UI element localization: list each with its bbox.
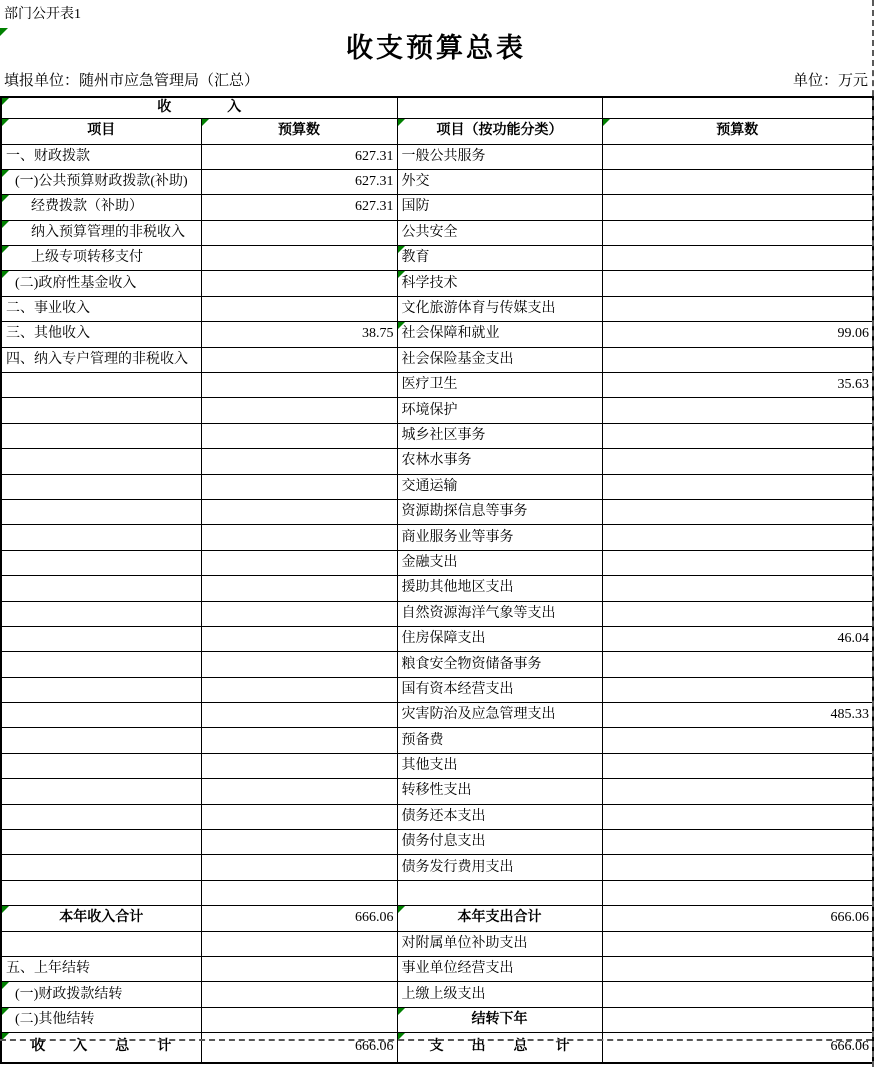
- table-row: [1, 1007, 873, 1032]
- item-cell-left[interactable]: [1, 449, 201, 474]
- table-row: [1, 931, 873, 956]
- table-row: [1, 271, 873, 296]
- item-cell-left[interactable]: [1, 423, 201, 448]
- table-row: [1, 423, 873, 448]
- value-cell-right[interactable]: [602, 246, 873, 271]
- item-cell-right[interactable]: [397, 322, 602, 347]
- item-cell-left[interactable]: [1, 626, 201, 651]
- value-cell-left[interactable]: [201, 601, 397, 626]
- item-cell-left[interactable]: [1, 1033, 201, 1063]
- item-cell-left[interactable]: [1, 474, 201, 499]
- income-group-header-label: 收 入: [157, 99, 242, 115]
- value-cell-right[interactable]: [602, 144, 873, 169]
- item-cell-right[interactable]: [397, 246, 602, 271]
- item-cell-right[interactable]: [397, 423, 602, 448]
- value-cell-left[interactable]: [201, 779, 397, 804]
- item-cell-left[interactable]: [1, 271, 201, 296]
- item-cell-left[interactable]: [1, 931, 201, 956]
- item-cell-left[interactable]: [1, 804, 201, 829]
- cell-text: 国有资本经营支出: [401, 681, 514, 697]
- cell-text: 援助其他地区支出: [401, 580, 514, 596]
- error-indicator-icon: [2, 1008, 9, 1015]
- table-row: [1, 169, 873, 194]
- item-cell-right[interactable]: [397, 550, 602, 575]
- value-cell-right[interactable]: [602, 652, 873, 677]
- table-row: [1, 652, 873, 677]
- item-cell-right[interactable]: [397, 373, 602, 398]
- table-row: [1, 525, 873, 550]
- value-cell-left[interactable]: [201, 550, 397, 575]
- item-cell-left[interactable]: [1, 855, 201, 880]
- item-cell-left[interactable]: [1, 880, 201, 905]
- item-cell-right[interactable]: [397, 499, 602, 524]
- page-title[interactable]: 收支预算总表: [346, 33, 526, 63]
- item-cell-left[interactable]: [1, 398, 201, 423]
- error-indicator-icon: [398, 1008, 405, 1015]
- value-cell-right[interactable]: [602, 525, 873, 550]
- value-cell-left[interactable]: [201, 753, 397, 778]
- item-cell-left[interactable]: [1, 652, 201, 677]
- cell-text: 本年支出合计: [457, 910, 542, 926]
- table-row: [1, 906, 873, 931]
- item-cell-right[interactable]: [397, 677, 602, 702]
- cell-text: 金融支出: [401, 554, 458, 570]
- item-cell-left[interactable]: [1, 169, 201, 194]
- value-cell-right[interactable]: [602, 1007, 873, 1032]
- value-cell-left[interactable]: [201, 474, 397, 499]
- sheet-label[interactable]: 部门公开表1: [4, 7, 81, 22]
- cell-text: 三、其他收入: [6, 326, 90, 342]
- income-group-header-cell[interactable]: [1, 97, 397, 118]
- value-cell-left[interactable]: [201, 728, 397, 753]
- item-cell-left[interactable]: [1, 703, 201, 728]
- page-break-line-vertical: [872, 0, 874, 1067]
- item-cell-left[interactable]: [1, 373, 201, 398]
- table-row: [1, 296, 873, 321]
- table-row: [1, 576, 873, 601]
- col-header-budget-right[interactable]: [602, 118, 873, 144]
- value-cell-right[interactable]: [602, 880, 873, 905]
- item-cell-right[interactable]: [397, 271, 602, 296]
- error-indicator-icon: [398, 246, 405, 253]
- page-break-line-horizontal: [0, 1039, 872, 1041]
- cell-text: 国防: [401, 199, 430, 215]
- value-cell-right[interactable]: 35.63: [602, 373, 873, 398]
- item-cell-left[interactable]: [1, 195, 201, 220]
- cell-text: 结转下年: [471, 1011, 528, 1027]
- item-cell-right[interactable]: [397, 982, 602, 1007]
- value-cell-right[interactable]: 485.33: [602, 703, 873, 728]
- item-cell-right[interactable]: [397, 525, 602, 550]
- value-cell-right[interactable]: [602, 601, 873, 626]
- unit-note-label[interactable]: 单位：万元: [792, 73, 868, 89]
- value-cell-right[interactable]: [602, 499, 873, 524]
- col-header-label: 预算数: [716, 123, 759, 138]
- value-cell-left[interactable]: [201, 855, 397, 880]
- item-cell-left[interactable]: [1, 499, 201, 524]
- cell-text: 本年收入合计: [59, 910, 144, 926]
- table-row: [1, 830, 873, 855]
- value-cell-left[interactable]: [201, 296, 397, 321]
- item-cell-right[interactable]: [397, 855, 602, 880]
- cell-text: 科学技术: [401, 275, 458, 291]
- table-row: [1, 398, 873, 423]
- value-cell-left[interactable]: [201, 830, 397, 855]
- item-cell-left[interactable]: [1, 779, 201, 804]
- value-cell-left[interactable]: 38.75: [201, 322, 397, 347]
- cell-text: (二)其他结转: [15, 1011, 95, 1027]
- value-cell-left[interactable]: [201, 982, 397, 1007]
- table-row: [1, 550, 873, 575]
- cell-text: 自然资源海洋气象等支出: [401, 605, 556, 621]
- table-row: [1, 322, 873, 347]
- cell-text: 交通运输: [401, 478, 458, 494]
- table-row: [1, 728, 873, 753]
- error-indicator-icon: [2, 98, 9, 105]
- table-row: [1, 1033, 873, 1063]
- cell-text: 住房保障支出: [401, 631, 486, 647]
- col-header-label: 项目（按功能分类）: [436, 123, 563, 138]
- budget-table-head: [1, 97, 873, 144]
- value-cell-right[interactable]: [602, 931, 873, 956]
- cell-text: 五、上年结转: [6, 961, 90, 977]
- cell-text: 社会保障和就业: [401, 326, 500, 342]
- error-indicator-icon: [2, 170, 9, 177]
- budget-table-body: [1, 144, 873, 1063]
- item-cell-right[interactable]: [397, 804, 602, 829]
- cell-text: 社会保险基金支出: [401, 351, 514, 367]
- table-row: [1, 347, 873, 372]
- value-cell-left[interactable]: [201, 677, 397, 702]
- table-row: [1, 855, 873, 880]
- item-cell-left[interactable]: [1, 220, 201, 245]
- item-cell-right[interactable]: [397, 703, 602, 728]
- table-row: [1, 779, 873, 804]
- error-indicator-icon: [398, 906, 405, 913]
- column-header-row: [1, 118, 873, 144]
- item-cell-right[interactable]: [397, 957, 602, 982]
- item-cell-left[interactable]: [1, 296, 201, 321]
- error-indicator-icon: [2, 246, 9, 253]
- cell-text: (一)公共预算财政拨款(补助): [15, 174, 188, 190]
- item-cell-right[interactable]: [397, 830, 602, 855]
- error-indicator-icon: [2, 982, 9, 989]
- error-indicator-icon: [2, 271, 9, 278]
- value-cell-right[interactable]: [602, 449, 873, 474]
- cell-text: 收 入 总 计: [31, 1039, 172, 1055]
- item-cell-right[interactable]: [397, 296, 602, 321]
- group-header-row: [1, 97, 873, 118]
- table-row: [1, 144, 873, 169]
- col-header-label: 项目: [87, 123, 116, 138]
- cell-text: 债务付息支出: [401, 834, 486, 850]
- cell-text: 一、财政拨款: [6, 148, 90, 164]
- cell-text: 医疗卫生: [401, 377, 458, 393]
- cell-text: 二、事业收入: [6, 301, 90, 317]
- error-indicator-icon: [603, 119, 610, 126]
- table-row: [1, 449, 873, 474]
- item-cell-left[interactable]: [1, 347, 201, 372]
- table-row: [1, 753, 873, 778]
- value-cell-left[interactable]: 627.31: [201, 144, 397, 169]
- item-cell-right[interactable]: [397, 347, 602, 372]
- cell-text: 债务还本支出: [401, 808, 486, 824]
- value-cell-right[interactable]: [602, 347, 873, 372]
- table-row: [1, 703, 873, 728]
- error-indicator-icon: [398, 271, 405, 278]
- cell-text: 事业单位经营支出: [401, 961, 514, 977]
- cell-text: 上缴上级支出: [401, 986, 486, 1002]
- cell-text: 其他支出: [401, 758, 458, 774]
- table-row: [1, 220, 873, 245]
- value-cell-right[interactable]: [602, 576, 873, 601]
- table-row: [1, 677, 873, 702]
- item-cell-left[interactable]: [1, 753, 201, 778]
- item-cell-right[interactable]: [397, 195, 602, 220]
- value-cell-right[interactable]: 666.06: [602, 1033, 873, 1063]
- cell-text: 纳入预算管理的非税收入: [31, 224, 185, 240]
- cell-text: 农林水事务: [401, 453, 472, 469]
- table-row: [1, 880, 873, 905]
- table-row: [1, 601, 873, 626]
- value-cell-left[interactable]: 666.06: [201, 906, 397, 931]
- value-cell-left[interactable]: [201, 1007, 397, 1032]
- value-cell-left[interactable]: 666.06: [201, 1033, 397, 1063]
- value-cell-right[interactable]: [602, 474, 873, 499]
- item-cell-left[interactable]: [1, 1007, 201, 1032]
- value-cell-right[interactable]: [602, 855, 873, 880]
- table-row: [1, 373, 873, 398]
- error-indicator-icon: [398, 119, 405, 126]
- cell-text: 上级专项转移支付: [31, 250, 143, 266]
- item-cell-left[interactable]: [1, 982, 201, 1007]
- cell-text: 商业服务业等事务: [401, 529, 514, 545]
- item-cell-left[interactable]: [1, 906, 201, 931]
- value-cell-left[interactable]: [201, 931, 397, 956]
- cell-text: 经费拨款（补助）: [31, 199, 143, 215]
- col-header-budget-left[interactable]: [201, 118, 397, 144]
- item-cell-left[interactable]: [1, 601, 201, 626]
- item-cell-right[interactable]: [397, 398, 602, 423]
- item-cell-right[interactable]: [397, 626, 602, 651]
- item-cell-left[interactable]: [1, 144, 201, 169]
- value-cell-right[interactable]: 99.06: [602, 322, 873, 347]
- value-cell-right[interactable]: [602, 398, 873, 423]
- value-cell-left[interactable]: [201, 880, 397, 905]
- table-row: [1, 982, 873, 1007]
- value-cell-right[interactable]: [602, 957, 873, 982]
- error-indicator-icon: [398, 322, 405, 329]
- table-row: [1, 957, 873, 982]
- value-cell-left[interactable]: [201, 423, 397, 448]
- subheader-row: [4, 69, 868, 90]
- item-cell-right[interactable]: [397, 576, 602, 601]
- item-cell-right[interactable]: [397, 880, 602, 905]
- value-cell-left[interactable]: [201, 525, 397, 550]
- value-cell-right[interactable]: 46.04: [602, 626, 873, 651]
- value-cell-right[interactable]: 666.06: [602, 906, 873, 931]
- cell-text: (一)财政拨款结转: [15, 986, 123, 1002]
- value-cell-left[interactable]: [201, 246, 397, 271]
- cell-text: 文化旅游体育与传媒支出: [401, 301, 556, 317]
- value-cell-left[interactable]: [201, 271, 397, 296]
- item-cell-left[interactable]: [1, 830, 201, 855]
- item-cell-right[interactable]: [397, 144, 602, 169]
- item-cell-right[interactable]: [397, 779, 602, 804]
- item-cell-left[interactable]: [1, 728, 201, 753]
- table-row: [1, 499, 873, 524]
- cell-text: 对附属单位补助支出: [401, 935, 528, 951]
- cell-text: 支 出 总 计: [429, 1039, 570, 1055]
- table-row: [1, 195, 873, 220]
- value-cell-left[interactable]: [201, 347, 397, 372]
- item-cell-right[interactable]: [397, 474, 602, 499]
- error-indicator-icon: [2, 119, 9, 126]
- budget-table: [0, 96, 874, 1064]
- value-cell-right[interactable]: [602, 830, 873, 855]
- value-cell-right[interactable]: [602, 804, 873, 829]
- value-cell-right[interactable]: [602, 982, 873, 1007]
- value-cell-left[interactable]: [201, 576, 397, 601]
- value-cell-right[interactable]: [602, 220, 873, 245]
- item-cell-right[interactable]: [397, 652, 602, 677]
- item-cell-right[interactable]: [397, 449, 602, 474]
- error-indicator-icon: [2, 906, 9, 913]
- item-cell-left[interactable]: [1, 322, 201, 347]
- filler-unit-label[interactable]: 填报单位：随州市应急管理局（汇总）: [4, 73, 260, 89]
- item-cell-right[interactable]: [397, 1033, 602, 1063]
- item-cell-right[interactable]: [397, 728, 602, 753]
- cell-text: 城乡社区事务: [401, 427, 486, 443]
- col-header-label: 预算数: [278, 123, 320, 138]
- error-indicator-icon: [202, 119, 209, 126]
- item-cell-right[interactable]: [397, 753, 602, 778]
- empty-header-cell[interactable]: [602, 97, 873, 118]
- value-cell-left[interactable]: [201, 398, 397, 423]
- cell-text: 灾害防治及应急管理支出: [401, 707, 556, 723]
- value-cell-right[interactable]: [602, 550, 873, 575]
- value-cell-left[interactable]: [201, 449, 397, 474]
- cell-text: 教育: [401, 250, 430, 266]
- value-cell-right[interactable]: [602, 423, 873, 448]
- value-cell-left[interactable]: [201, 804, 397, 829]
- value-cell-right[interactable]: [602, 779, 873, 804]
- item-cell-right[interactable]: [397, 220, 602, 245]
- item-cell-left[interactable]: [1, 525, 201, 550]
- cell-text: 四、纳入专户管理的非税收入: [6, 351, 188, 367]
- value-cell-left[interactable]: 627.31: [201, 195, 397, 220]
- item-cell-right[interactable]: [397, 906, 602, 931]
- value-cell-left[interactable]: [201, 957, 397, 982]
- cell-text: 预备费: [401, 732, 444, 748]
- cell-text: (二)政府性基金收入: [15, 275, 137, 291]
- value-cell-right[interactable]: [602, 677, 873, 702]
- value-cell-right[interactable]: [602, 271, 873, 296]
- item-cell-right[interactable]: [397, 1007, 602, 1032]
- item-cell-left[interactable]: [1, 677, 201, 702]
- item-cell-right[interactable]: [397, 601, 602, 626]
- cell-text: 债务发行费用支出: [401, 859, 514, 875]
- value-cell-left[interactable]: [201, 373, 397, 398]
- item-cell-left[interactable]: [1, 576, 201, 601]
- empty-header-cell[interactable]: [397, 97, 602, 118]
- col-header-item-right[interactable]: [397, 118, 602, 144]
- value-cell-right[interactable]: [602, 169, 873, 194]
- table-row: [1, 474, 873, 499]
- error-indicator-icon: [2, 195, 9, 202]
- cell-text: 公共安全: [401, 224, 458, 240]
- cell-text: 外交: [401, 174, 430, 190]
- item-cell-right[interactable]: [397, 169, 602, 194]
- value-cell-left[interactable]: [201, 626, 397, 651]
- table-row: [1, 804, 873, 829]
- value-cell-right[interactable]: [602, 753, 873, 778]
- cell-text: 转移性支出: [401, 783, 472, 799]
- value-cell-left[interactable]: [201, 499, 397, 524]
- cell-text: 粮食安全物资储备事务: [401, 656, 542, 672]
- error-indicator-icon: [2, 221, 9, 228]
- item-cell-left[interactable]: [1, 246, 201, 271]
- cell-text: 环境保护: [401, 402, 458, 418]
- item-cell-left[interactable]: [1, 550, 201, 575]
- table-row: [1, 626, 873, 651]
- value-cell-right[interactable]: [602, 728, 873, 753]
- cell-text: 一般公共服务: [401, 148, 486, 164]
- value-cell-right[interactable]: [602, 296, 873, 321]
- item-cell-right[interactable]: [397, 931, 602, 956]
- item-cell-left[interactable]: [1, 957, 201, 982]
- value-cell-left[interactable]: [201, 652, 397, 677]
- value-cell-right[interactable]: [602, 195, 873, 220]
- cell-text: 资源勘探信息等事务: [401, 504, 528, 520]
- value-cell-left[interactable]: [201, 220, 397, 245]
- value-cell-left[interactable]: [201, 703, 397, 728]
- col-header-item-left[interactable]: [1, 118, 201, 144]
- value-cell-left[interactable]: 627.31: [201, 169, 397, 194]
- table-row: [1, 246, 873, 271]
